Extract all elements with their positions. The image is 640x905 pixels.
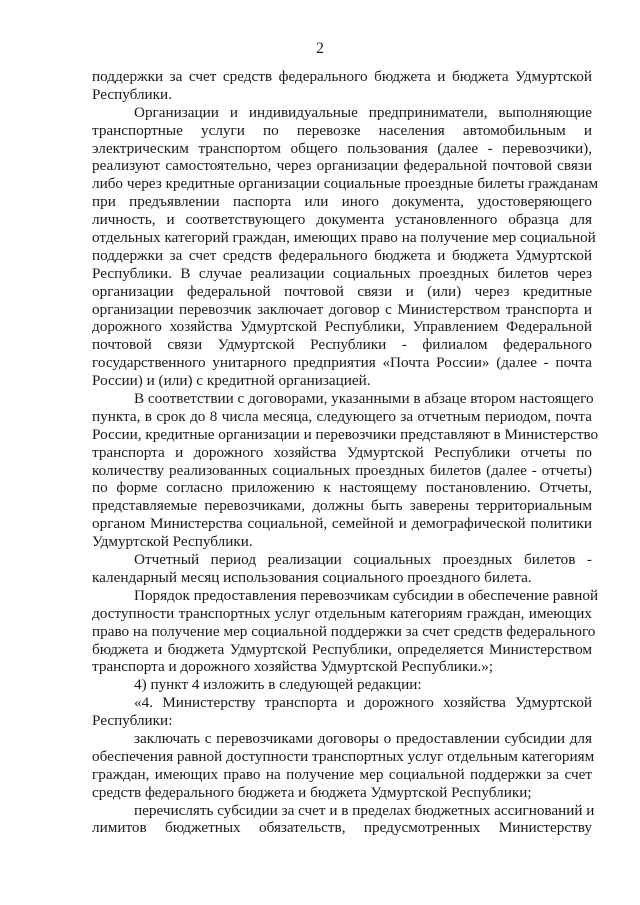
text-line: по форме согласно приложению к настоящему постановлению. Отчеты, (92, 479, 592, 497)
text-line: отдельных категорий граждан, имеющих право на получение мер социальной (92, 229, 596, 247)
text-line: транспорта и дорожного хозяйства Удмуртской Республики.»; (92, 658, 494, 676)
text-line: заключать с перевозчиками договоры о предоставлении субсидии для (134, 729, 592, 747)
text-line: представляемые перевозчиками, должны быть заверены территориальным (92, 497, 592, 515)
text-line: В соответствии с договорами, указанными в абзаце втором настоящего (134, 390, 594, 408)
text-line: пункта, в срок до 8 числа месяца, следующего за отчетным периодом, почта (92, 407, 592, 425)
text-line: транспорта и дорожного хозяйства Удмуртской Республики отчеты по (92, 443, 592, 461)
text-line: государственного унитарного предприятия «Почта России» (далее - почта (92, 354, 592, 372)
text-line: России) и (или) с кредитной организацией. (92, 372, 371, 390)
text-line: «4. Министерству транспорта и дорожного хозяйства Удмуртской (134, 694, 592, 712)
text-line: Республики. (92, 85, 172, 103)
text-line: доступности транспортных услуг отдельным категориям граждан, имеющих (92, 604, 592, 622)
text-line: граждан, имеющих право на получение мер социальной поддержки за счет (92, 765, 592, 783)
text-line: реализуют самостоятельно, через организации федеральной почтовой связи (92, 157, 592, 175)
text-line: транспортные услуги по перевозке населения автомобильным и (92, 121, 592, 139)
text-line: обеспечения равной доступности транспортных услуг отдельным категориям (92, 747, 595, 765)
text-line: 4) пункт 4 изложить в следующей редакции: (134, 676, 422, 694)
text-line: России, кредитные организации и перевозчики представляют в Министерство (92, 425, 599, 443)
text-line: организации перевозчик заключает договор с Министерством транспорта и (92, 300, 592, 318)
text-line: Республики. В случае реализации социальных проездных билетов через (92, 264, 592, 282)
text-line: лимитов бюджетных обязательств, предусмотренных Министерству (92, 819, 592, 837)
text-line: электрическим транспортом общего пользования (далее - перевозчики), (92, 139, 592, 157)
text-line: календарный месяц использования социального проездного билета. (92, 568, 532, 586)
text-line: бюджета и бюджета Удмуртской Республики, определяется Министерством (92, 640, 592, 658)
text-line: Отчетный период реализации социальных проездных билетов - (134, 551, 592, 569)
text-line: право на получение мер социальной поддержки за счет средств федерального (92, 622, 596, 640)
text-line: личность, и соответствующего документа установленного образца для (92, 211, 592, 229)
text-line: Порядок предоставления перевозчикам субсидии в обеспечение равной (134, 586, 599, 604)
text-line: поддержки за счет средств федерального бюджета и бюджета Удмуртской (92, 246, 592, 264)
text-line: средств федерального бюджета и бюджета Удмуртской Республики; (92, 783, 532, 801)
text-line: Организации и индивидуальные предприниматели, выполняющие (134, 103, 592, 121)
text-line: дорожного хозяйства Удмуртской Республики, Управлением Федеральной (92, 318, 592, 336)
text-line: поддержки за счет средств федерального бюджета и бюджета Удмуртской (92, 68, 592, 85)
text-line: органом Министерства социальной, семейной и демографической политики (92, 515, 592, 533)
text-line: Республики: (92, 712, 173, 730)
page-number: 2 (316, 40, 324, 57)
text-line: количеству реализованных социальных проездных билетов (далее - отчеты) (92, 461, 592, 479)
text-line: почтовой связи Удмуртской Республики - филиалом федерального (92, 336, 592, 354)
text-line: при предъявлении паспорта или иного документа, удостоверяющего (92, 193, 592, 211)
text-line: Удмуртской Республики. (92, 533, 253, 551)
document-body (92, 68, 599, 837)
text-line: перечислять субсидии за счет и в пределах бюджетных ассигнований и (134, 801, 595, 819)
text-line: либо через кредитные организации социальные проездные билеты гражданам (92, 175, 599, 193)
text-line: организации федеральной почтовой связи и (или) через кредитные (92, 282, 592, 300)
